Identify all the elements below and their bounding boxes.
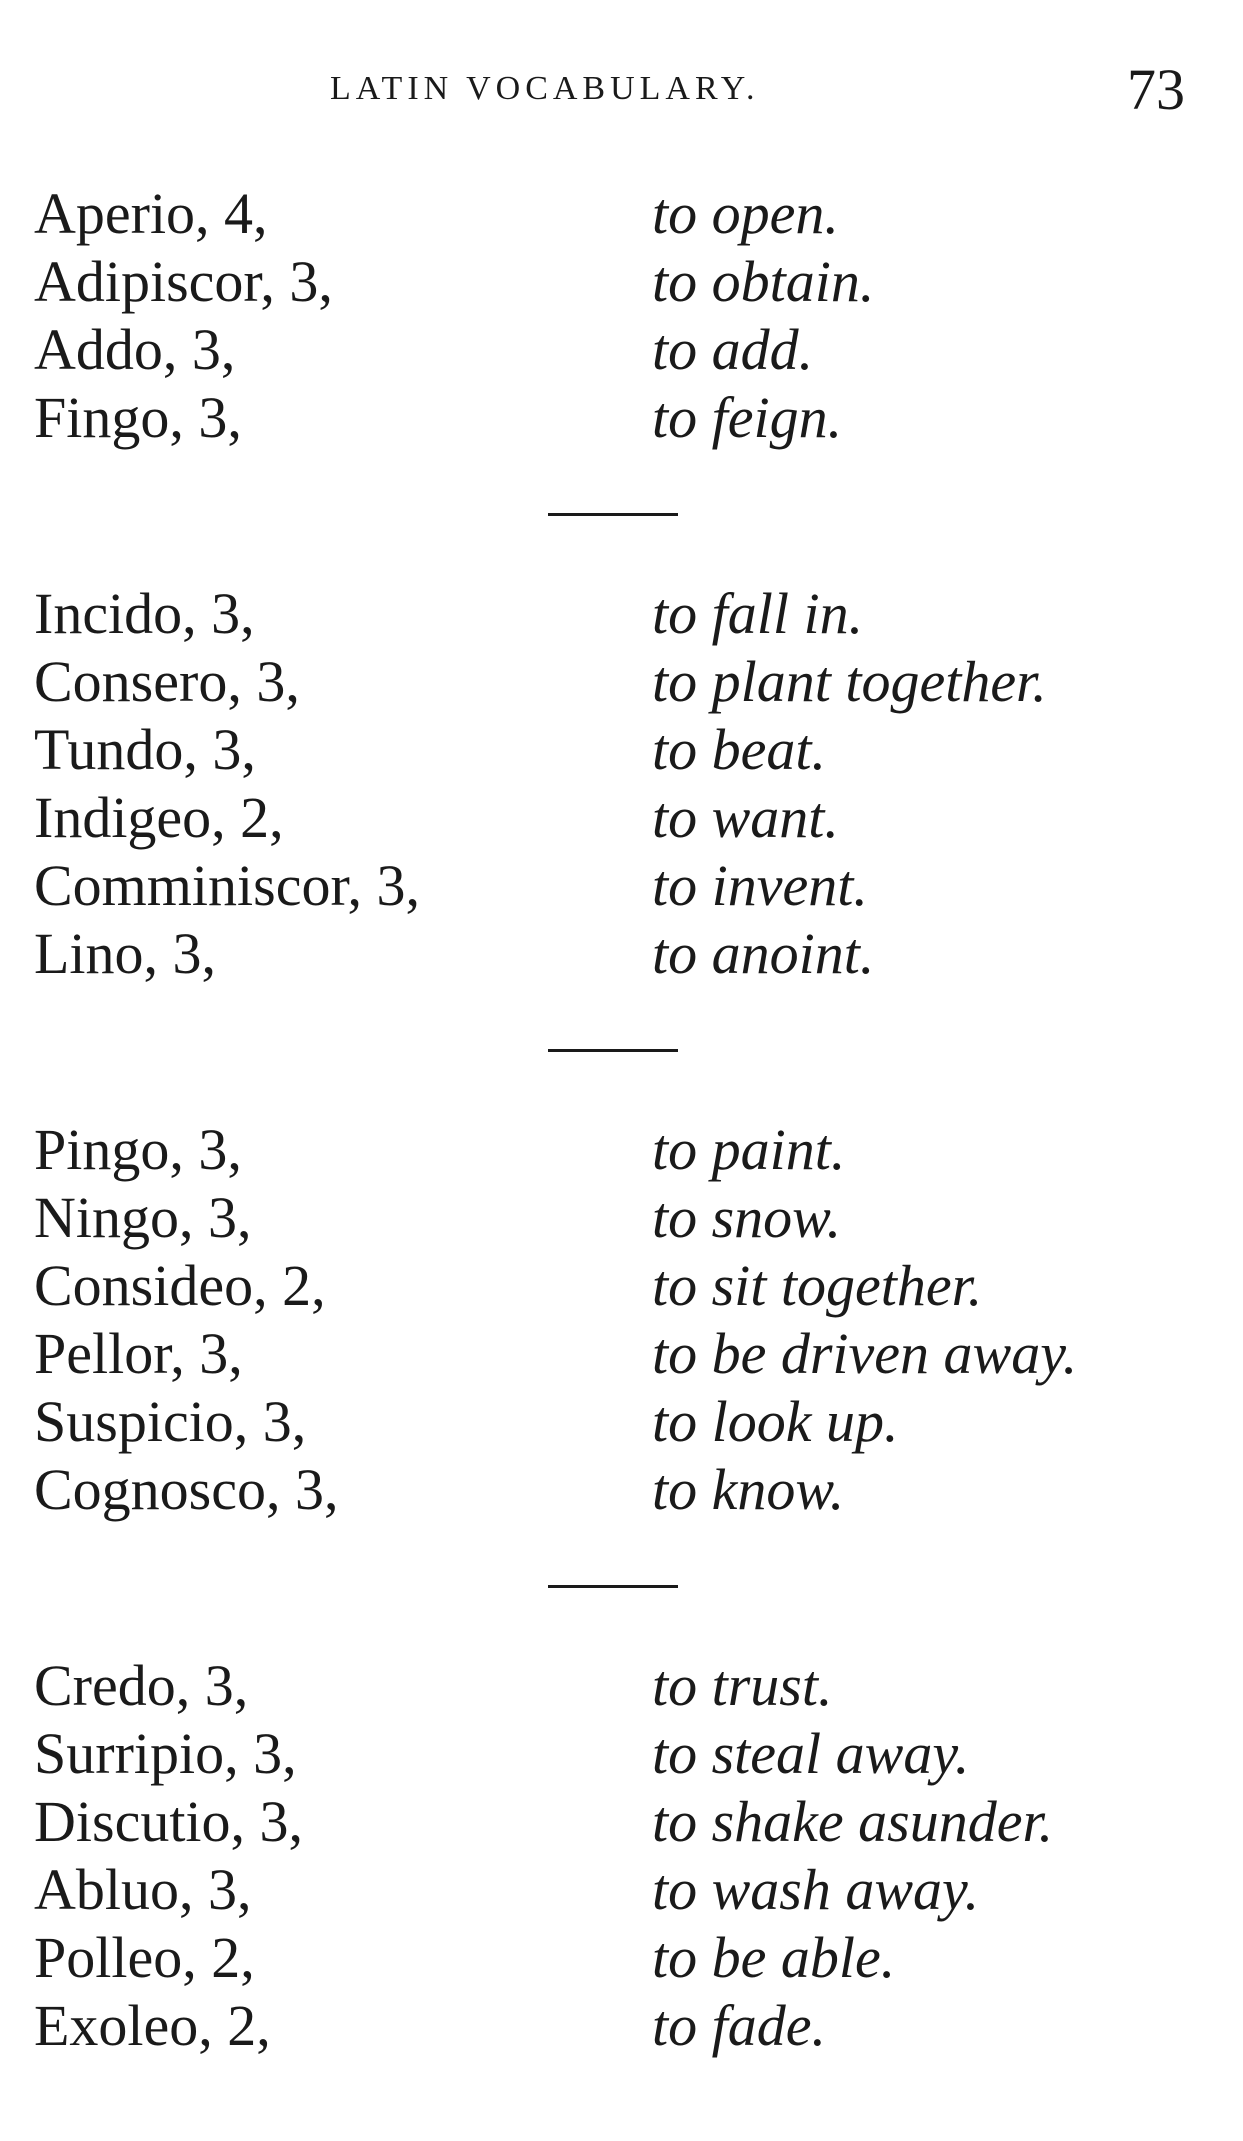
english-meaning: to paint. (652, 1117, 846, 1182)
latin-word: Discutio, 3, (34, 1789, 304, 1854)
vocab-entry (0, 648, 1243, 716)
vocab-group (0, 1652, 1243, 2060)
vocab-entry (0, 248, 1243, 316)
latin-word: Addo, 3, (34, 317, 236, 382)
vocab-entry (0, 1388, 1243, 1456)
group-separator (548, 1049, 678, 1052)
english-meaning: to be driven away. (652, 1321, 1078, 1386)
english-meaning: to plant together. (652, 649, 1047, 714)
english-meaning: to obtain. (652, 249, 875, 314)
vocab-entry (0, 1116, 1243, 1184)
english-meaning: to invent. (652, 853, 868, 918)
vocab-entry (0, 1992, 1243, 2060)
english-meaning: to be able. (652, 1925, 896, 1990)
vocab-group (0, 1116, 1243, 1524)
vocab-group (0, 580, 1243, 988)
english-meaning: to anoint. (652, 921, 875, 986)
english-meaning: to sit together. (652, 1253, 983, 1318)
vocab-group (0, 180, 1243, 452)
latin-word: Exoleo, 2, (34, 1993, 271, 2058)
latin-word: Indigeo, 2, (34, 785, 284, 850)
english-meaning: to feign. (652, 385, 843, 450)
latin-word: Pingo, 3, (34, 1117, 242, 1182)
running-title: LATIN VOCABULARY. (330, 70, 760, 107)
latin-word: Cognosco, 3, (34, 1457, 339, 1522)
vocab-entry (0, 1184, 1243, 1252)
latin-word: Credo, 3, (34, 1653, 249, 1718)
english-meaning: to want. (652, 785, 839, 850)
vocab-entry (0, 784, 1243, 852)
group-separator (548, 513, 678, 516)
vocab-entry (0, 1856, 1243, 1924)
vocab-entry (0, 316, 1243, 384)
page-number: 73 (1127, 57, 1185, 122)
vocab-entry (0, 1652, 1243, 1720)
english-meaning: to fall in. (652, 581, 864, 646)
latin-word: Consideo, 2, (34, 1253, 326, 1318)
vocab-entry (0, 716, 1243, 784)
english-meaning: to steal away. (652, 1721, 970, 1786)
english-meaning: to add. (652, 317, 814, 382)
group-separator (548, 1585, 678, 1588)
vocab-entry (0, 180, 1243, 248)
vocab-entry (0, 920, 1243, 988)
latin-word: Adipiscor, 3, (34, 249, 333, 314)
english-meaning: to fade. (652, 1993, 826, 2058)
page-header (0, 57, 1243, 122)
english-meaning: to look up. (652, 1389, 899, 1454)
latin-word: Abluo, 3, (34, 1857, 252, 1922)
latin-word: Surripio, 3, (34, 1721, 297, 1786)
vocab-entry (0, 1456, 1243, 1524)
latin-word: Polleo, 2, (34, 1925, 255, 1990)
english-meaning: to beat. (652, 717, 826, 782)
latin-word: Suspicio, 3, (34, 1389, 307, 1454)
english-meaning: to trust. (652, 1653, 833, 1718)
latin-word: Lino, 3, (34, 921, 217, 986)
vocab-entry (0, 580, 1243, 648)
latin-word: Fingo, 3, (34, 385, 242, 450)
latin-word: Tundo, 3, (34, 717, 256, 782)
latin-word: Pellor, 3, (34, 1321, 243, 1386)
english-meaning: to shake asunder. (652, 1789, 1054, 1854)
english-meaning: to wash away. (652, 1857, 980, 1922)
english-meaning: to know. (652, 1457, 845, 1522)
vocabulary-list (0, 180, 1243, 2060)
latin-word: Ningo, 3, (34, 1185, 252, 1250)
english-meaning: to snow. (652, 1185, 842, 1250)
latin-word: Comminiscor, 3, (34, 853, 420, 918)
vocab-entry (0, 1788, 1243, 1856)
latin-word: Consero, 3, (34, 649, 300, 714)
vocab-entry (0, 852, 1243, 920)
vocab-entry (0, 1320, 1243, 1388)
vocab-entry (0, 1924, 1243, 1992)
vocab-entry (0, 384, 1243, 452)
vocab-entry (0, 1720, 1243, 1788)
english-meaning: to open. (652, 181, 839, 246)
latin-word: Aperio, 4, (34, 181, 268, 246)
latin-word: Incido, 3, (34, 581, 255, 646)
vocab-entry (0, 1252, 1243, 1320)
